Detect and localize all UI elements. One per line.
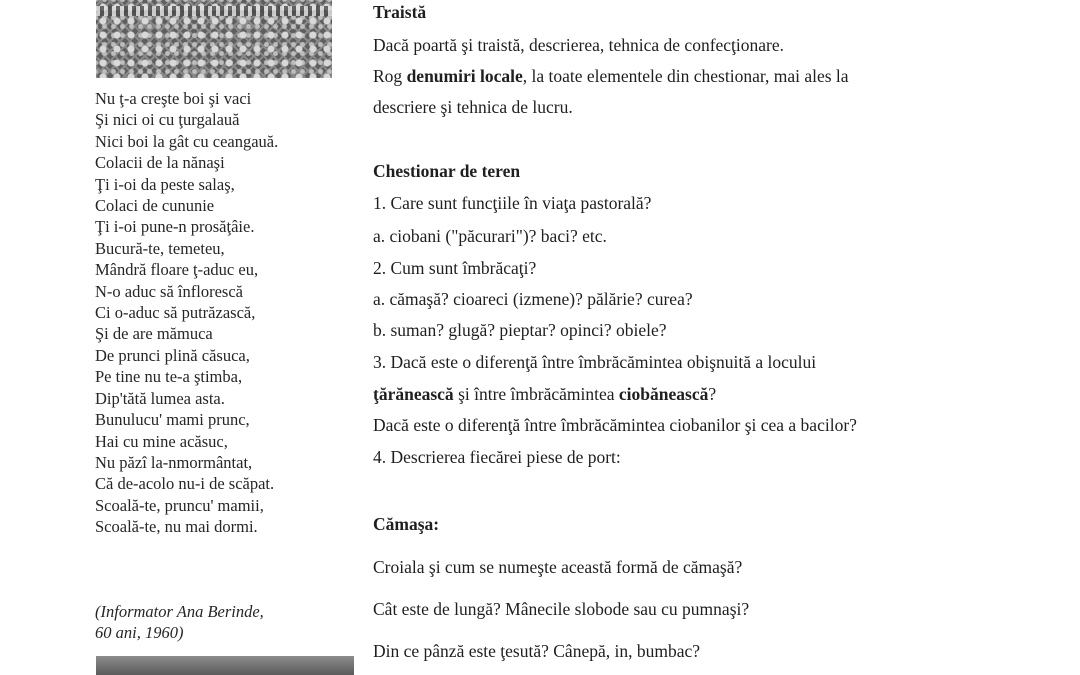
attribution-line: 60 ani, 1960) [95, 623, 184, 643]
question-3: 3. Dacă este o diferenţă între îmbrăcămintea obişnuită a locului [373, 352, 817, 372]
embroidery-photo [96, 0, 332, 78]
poem-line: Ci o-aduc să putrăzască, [95, 303, 256, 323]
traista-line-1: Dacă poartă şi traistă, descrierea, tehnica de confecţionare. [373, 35, 785, 55]
poem-line: Şi de are mămuca [95, 324, 213, 344]
heading-chestionar: Chestionar de teren [373, 161, 521, 181]
poem-text [95, 88, 345, 538]
poem-line: Nici boi la gât cu ceangauă. [95, 131, 279, 151]
camasa-line-2: Cât este de lungă? Mânecile slobode sau cu pumnaşi? [373, 599, 750, 619]
heading-camasa: Cămaşa: [373, 514, 440, 534]
question-1a: a. ciobani ("păcurari")? baci? etc. [373, 226, 607, 246]
poem-line: N-o aduc să înflorescă [95, 281, 243, 301]
poem-line: Scoală-te, nu mai dormi. [95, 517, 258, 537]
bottom-photo [96, 656, 354, 675]
heading-traista: Traistă [373, 2, 427, 22]
poem-line: Mândră floare ţ-aduc eu, [95, 260, 259, 280]
question-1: 1. Care sunt funcţiile în viaţa pastorală? [373, 193, 652, 213]
poem-line: Colacii de la nănaşi [95, 153, 225, 173]
question-4: 4. Descrierea fiecărei piese de port: [373, 447, 621, 467]
poem-line: Colaci de cununie [95, 196, 215, 216]
attribution-line: (Informator Ana Berinde, [95, 602, 264, 621]
poem-line: Nu păzî la-nmormântat, [95, 452, 253, 472]
question-2: 2. Cum sunt îmbrăcaţi? [373, 258, 537, 278]
poem-line: Dip'tătă lumea asta. [95, 388, 225, 408]
question-3b: ţărănească şi între îmbrăcămintea ciobănească? [373, 384, 717, 404]
traista-line-3: descriere şi tehnica de lucru. [373, 97, 573, 117]
poem-line: Bunulucu' mami prunc, [95, 410, 250, 430]
poem-line: Hai cu mine acăsuc, [95, 431, 228, 451]
poem-line: Ţi i-oi pune-n prosăţâie. [95, 217, 255, 237]
question-3c: Dacă este o diferenţă între îmbrăcămintea ciobanilor şi cea a bacilor? [373, 415, 857, 435]
poem-line: Că de-acolo nu-i de scăpat. [95, 474, 275, 494]
poem-line: Bucură-te, temeteu, [95, 238, 225, 258]
poem-line: De prunci plină căsuca, [95, 345, 250, 365]
poem-attribution [95, 601, 345, 644]
poem-line: Nu ţ-a creşte boi şi vaci [95, 89, 252, 108]
traista-line-2: Rog denumiri locale, la toate elementele din chestionar, mai ales la [373, 66, 849, 86]
question-2b: b. suman? glugă? pieptar? opinci? obiele? [373, 320, 667, 340]
poem-line: Ţi i-oi da peste salaş, [95, 174, 235, 194]
poem-line: Şi nici oi cu ţurgalauă [95, 110, 240, 130]
camasa-line-3: Din ce pânză este ţesută? Cânepă, in, bumbac? [373, 641, 701, 661]
question-2a: a. cămaşă? cioareci (izmene)? pălărie? curea? [373, 289, 693, 309]
poem-line: Scoală-te, pruncu' mamii, [95, 495, 264, 515]
camasa-line-1: Croiala şi cum se numeşte această formă de cămaşă? [373, 557, 743, 577]
poem-line: Pe tine nu te-a ştimba, [95, 367, 243, 387]
